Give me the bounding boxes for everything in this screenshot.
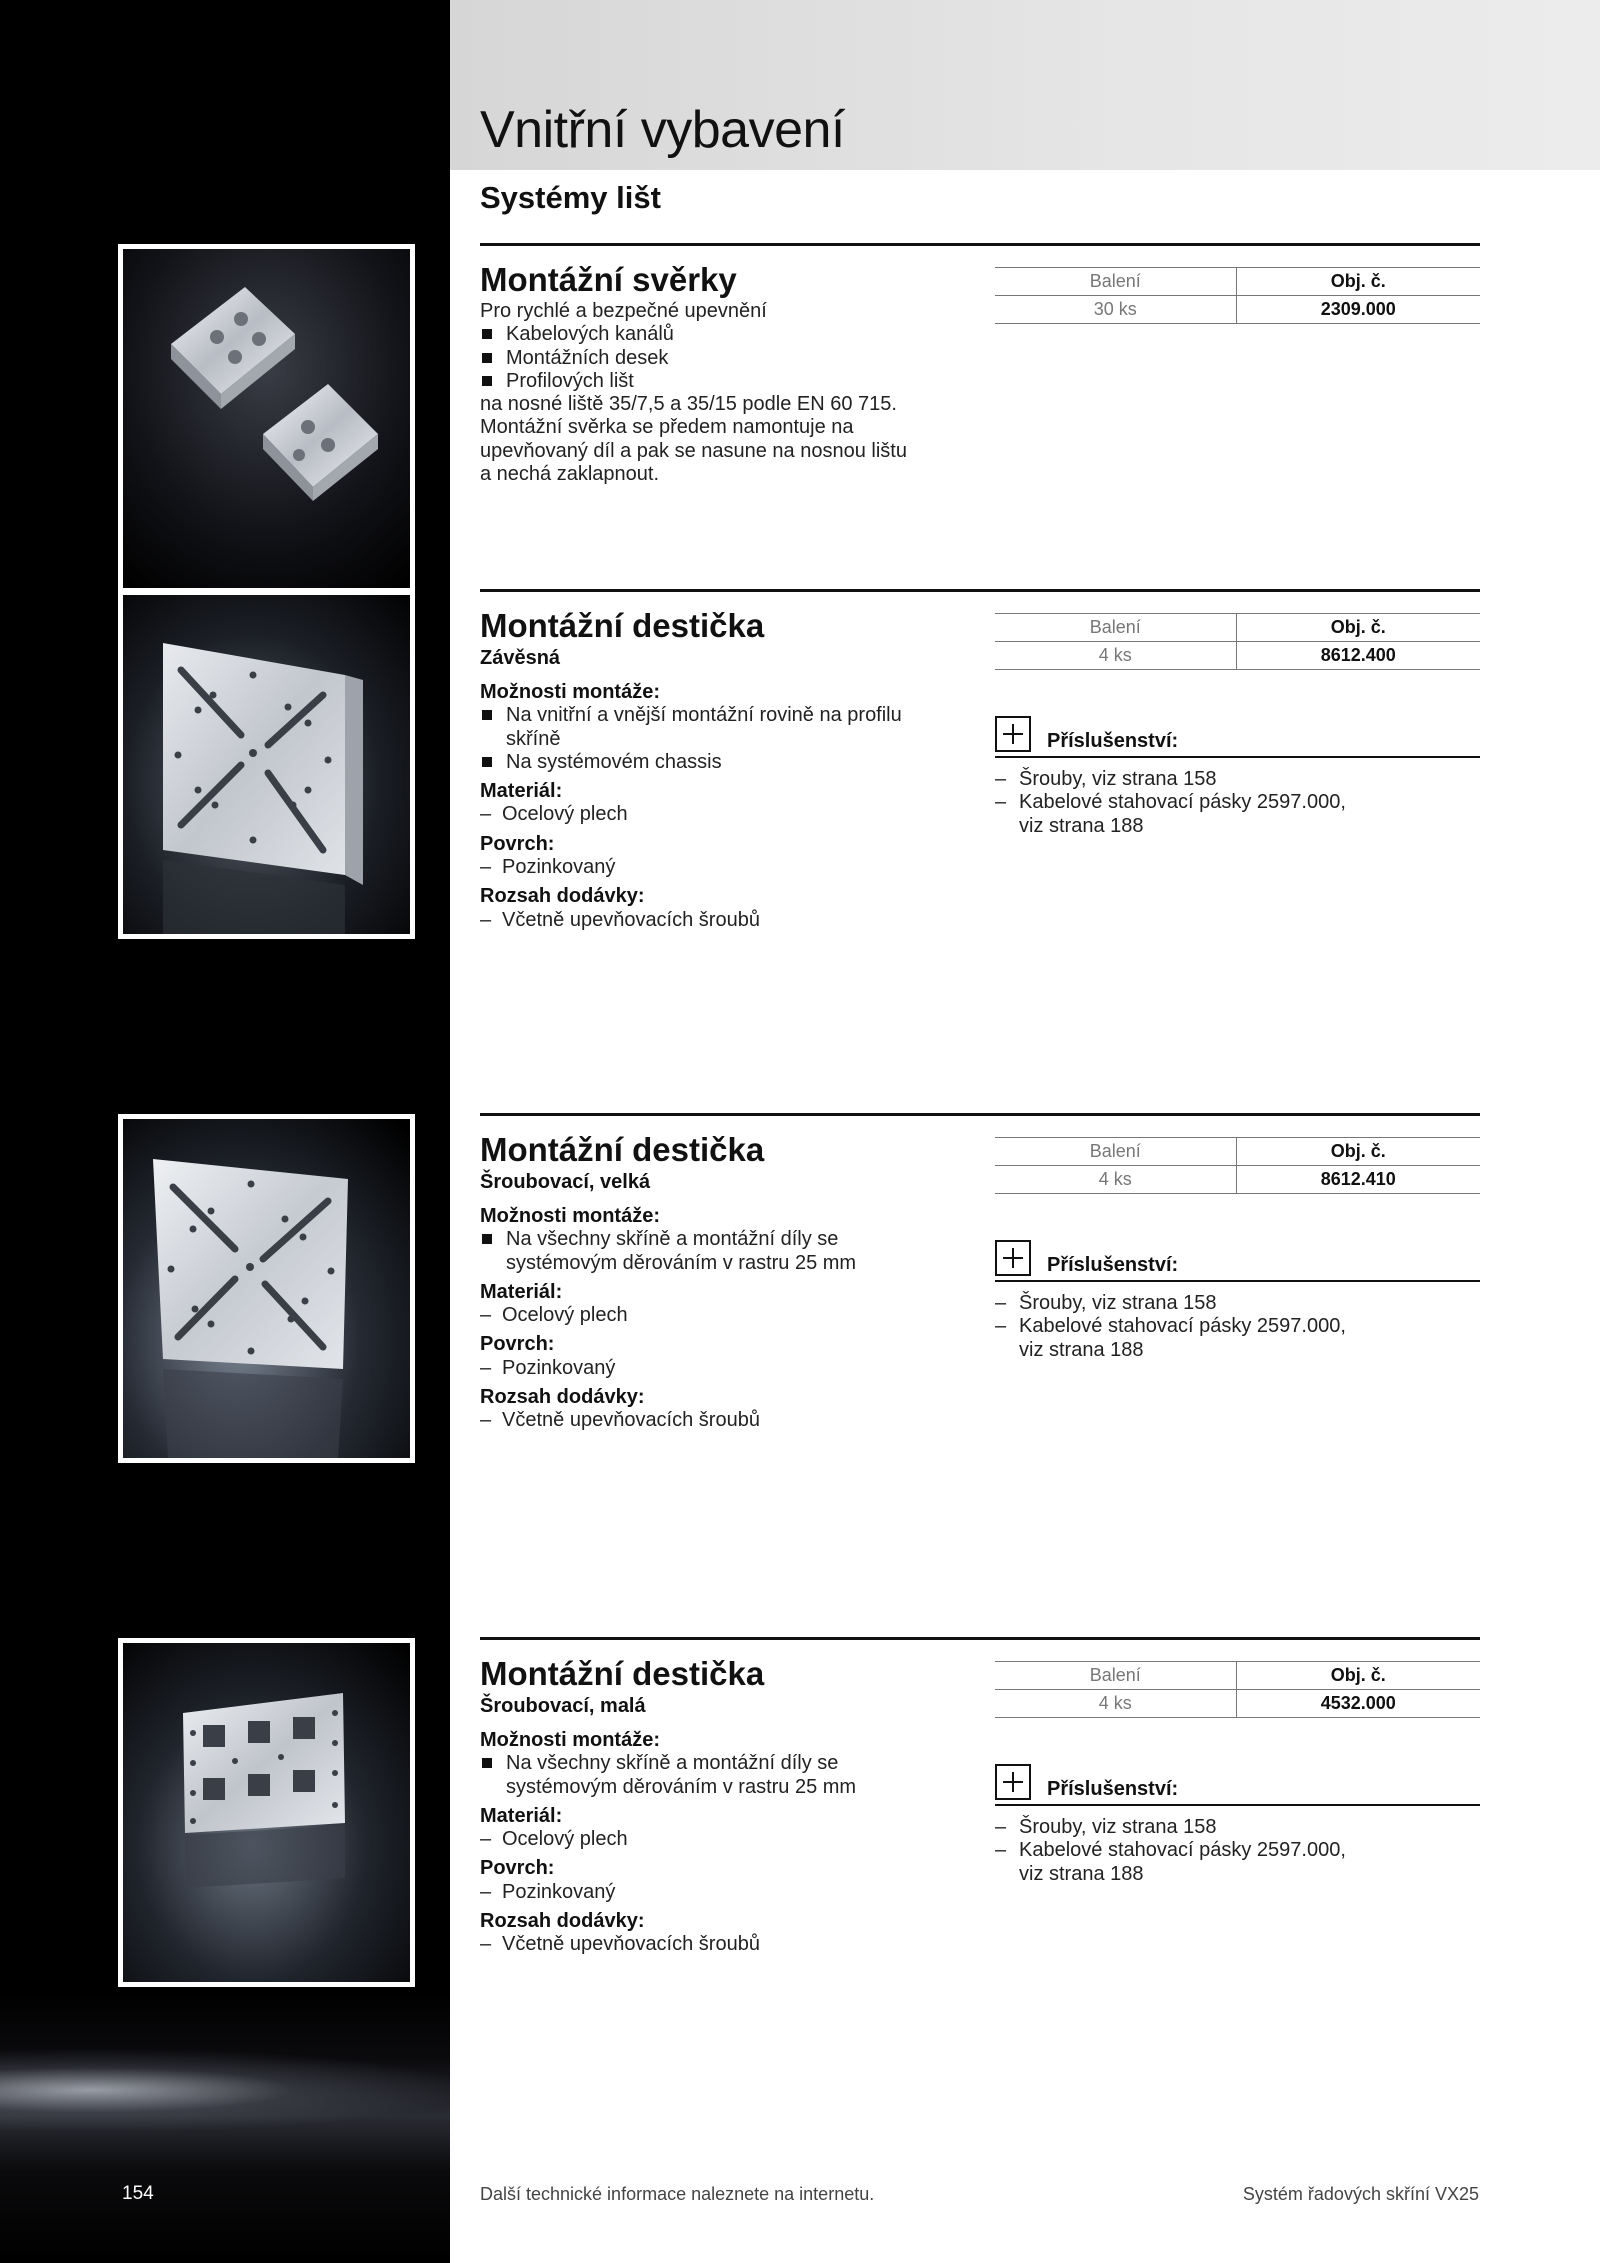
supply-value: – Včetně upevňovacích šroubů xyxy=(480,1933,760,1956)
accessories-label: Příslušenství: xyxy=(1047,1778,1179,1800)
surface-label: Povrch: xyxy=(480,832,555,855)
order-number: 8612.410 xyxy=(1236,1166,1480,1194)
product-photo xyxy=(118,1114,415,1463)
mount-label: Možnosti montáže: xyxy=(480,1729,660,1751)
bullet-item: Profilových lišt xyxy=(480,370,950,393)
supply-label: Rozsah dodávky: xyxy=(480,885,645,908)
bullet-item: Na systémovém chassis xyxy=(480,751,950,774)
accessory-item: – Šrouby, viz strana 158 xyxy=(995,1816,1217,1838)
col-header-order: Obj. č. xyxy=(1236,1662,1480,1690)
plate-hanging-image xyxy=(123,595,410,934)
supply-value: – Včetně upevňovacích šroubů xyxy=(480,1409,760,1432)
order-number: 8612.400 xyxy=(1236,642,1480,670)
plate-large-image xyxy=(123,1119,410,1458)
material-label: Materiál: xyxy=(480,1804,563,1827)
accessories xyxy=(995,1240,1480,1361)
bullet-icon xyxy=(480,1752,506,1799)
footer-series: Systém řadových skříní VX25 xyxy=(1242,2184,1479,2204)
col-header-pack: Balení xyxy=(995,1662,1236,1690)
page-number: 154 xyxy=(122,2183,154,2204)
band-light-reflection xyxy=(0,2050,450,2130)
surface-value: – Pozinkovaný xyxy=(480,1356,616,1379)
product-subtitle: Šroubovací, malá xyxy=(480,1695,646,1717)
surface-value: – Pozinkovaný xyxy=(480,856,616,879)
order-table xyxy=(995,267,1480,324)
accessories-rule xyxy=(995,1280,1480,1282)
surface-label: Povrch: xyxy=(480,1333,555,1356)
desc-line: na nosné liště 35/7,5 a 35/15 podle EN 60 715. xyxy=(480,393,897,416)
surface-label: Povrch: xyxy=(480,1857,555,1880)
pack-value: 4 ks xyxy=(995,1690,1236,1718)
accessory-item: – Kabelové stahovací pásky 2597.000, viz strana 188 xyxy=(995,1839,1346,1885)
product-name: Montážní destička xyxy=(480,1655,765,1692)
footer-note: Další technické informace naleznete na internetu. xyxy=(480,2184,875,2204)
product-description xyxy=(480,681,950,932)
material-value: – Ocelový plech xyxy=(480,803,628,826)
accessory-item: – Šrouby, viz strana 158 xyxy=(995,1292,1217,1314)
supply-label: Rozsah dodávky: xyxy=(480,1386,645,1409)
accessories-list xyxy=(995,768,1480,838)
plus-icon xyxy=(995,1240,1031,1276)
col-header-pack: Balení xyxy=(995,614,1236,642)
product-subtitle: Závěsná xyxy=(480,647,561,669)
mount-label: Možnosti montáže: xyxy=(480,681,660,703)
accessories-list xyxy=(995,1292,1480,1362)
accessories xyxy=(995,1764,1480,1885)
pack-value: 4 ks xyxy=(995,642,1236,670)
product-name: Montážní svěrky xyxy=(480,261,737,298)
plus-icon xyxy=(995,1764,1031,1800)
section-title: Systémy lišt xyxy=(480,180,661,215)
accessories-list xyxy=(995,1816,1480,1886)
plus-icon xyxy=(995,716,1031,752)
product-rule xyxy=(480,1637,1480,1640)
surface-value: – Pozinkovaný xyxy=(480,1880,616,1903)
bullet-icon xyxy=(480,751,506,774)
accessory-item: – Kabelové stahovací pásky 2597.000, viz strana 188 xyxy=(995,1315,1346,1361)
material-value: – Ocelový plech xyxy=(480,1828,628,1851)
product-photo xyxy=(118,244,415,593)
product-rule xyxy=(480,1113,1480,1116)
bullet-item: Na vnitřní a vnější montážní rovině na profilu skříně xyxy=(480,704,950,751)
accessory-item: – Šrouby, viz strana 158 xyxy=(995,768,1217,790)
col-header-order: Obj. č. xyxy=(1236,614,1480,642)
pack-value: 30 ks xyxy=(995,296,1236,324)
accessories-label: Příslušenství: xyxy=(1047,730,1179,752)
bullet-icon xyxy=(480,323,506,346)
accessories xyxy=(995,716,1480,837)
col-header-order: Obj. č. xyxy=(1236,268,1480,296)
bullet-icon xyxy=(480,704,506,751)
accessories-rule xyxy=(995,1804,1480,1806)
pack-value: 4 ks xyxy=(995,1166,1236,1194)
supply-value: – Včetně upevňovacích šroubů xyxy=(480,908,760,931)
clamps-image xyxy=(123,249,410,588)
col-header-order: Obj. č. xyxy=(1236,1138,1480,1166)
desc-line: upevňovaný díl a pak se nasune na nosnou lištu xyxy=(480,439,907,462)
desc-line: Montážní svěrka se předem namontuje na xyxy=(480,416,854,439)
order-table xyxy=(995,1661,1480,1718)
product-photo xyxy=(118,1638,415,1987)
product-description xyxy=(480,1205,950,1433)
bullet-item: Montážních desek xyxy=(480,347,950,370)
product-rule xyxy=(480,589,1480,592)
order-table xyxy=(995,1137,1480,1194)
desc-intro: Pro rychlé a bezpečné upevnění xyxy=(480,300,767,322)
product-name: Montážní destička xyxy=(480,607,765,644)
bullet-icon xyxy=(480,370,506,393)
material-label: Materiál: xyxy=(480,1280,563,1303)
order-number: 4532.000 xyxy=(1236,1690,1480,1718)
order-number: 2309.000 xyxy=(1236,296,1480,324)
material-label: Materiál: xyxy=(480,780,563,803)
mount-label: Možnosti montáže: xyxy=(480,1205,660,1227)
col-header-pack: Balení xyxy=(995,1138,1236,1166)
col-header-pack: Balení xyxy=(995,268,1236,296)
material-value: – Ocelový plech xyxy=(480,1304,628,1327)
product-photo xyxy=(118,590,415,939)
bullet-item: Na všechny skříně a montážní díly se systémovým děrováním v rastru 25 mm xyxy=(480,1228,950,1275)
product-description xyxy=(480,300,950,486)
page-title: Vnitřní vybavení xyxy=(480,101,845,159)
order-table xyxy=(995,613,1480,670)
plate-small-image xyxy=(123,1643,410,1982)
bullet-icon xyxy=(480,347,506,370)
product-name: Montážní destička xyxy=(480,1131,765,1168)
supply-label: Rozsah dodávky: xyxy=(480,1910,645,1933)
desc-line: a nechá zaklapnout. xyxy=(480,463,660,486)
accessories-label: Příslušenství: xyxy=(1047,1254,1179,1276)
bullet-icon xyxy=(480,1228,506,1275)
product-subtitle: Šroubovací, velká xyxy=(480,1171,651,1193)
accessory-item: – Kabelové stahovací pásky 2597.000, viz strana 188 xyxy=(995,791,1346,837)
product-rule xyxy=(480,243,1480,246)
accessories-rule xyxy=(995,756,1480,758)
bullet-item: Kabelových kanálů xyxy=(480,323,950,346)
bullet-item: Na všechny skříně a montážní díly se systémovým děrováním v rastru 25 mm xyxy=(480,1752,950,1799)
product-description xyxy=(480,1729,950,1957)
